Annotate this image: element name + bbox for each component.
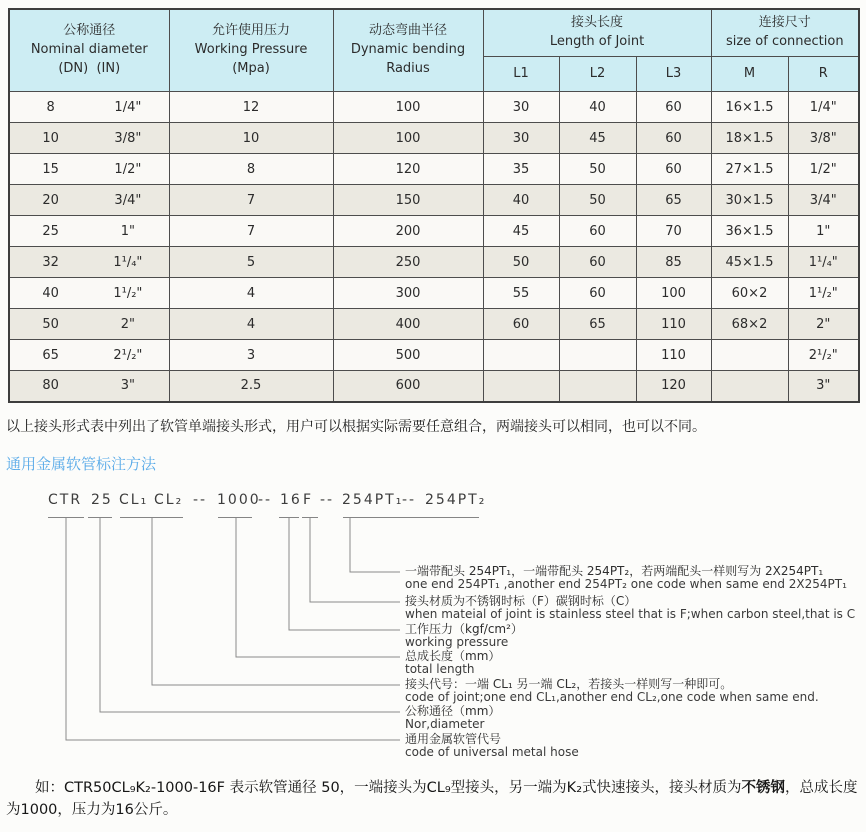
m-cell: 36×1.5: [711, 216, 788, 247]
spec-table: [8, 8, 860, 403]
table-row: [9, 154, 859, 185]
formula-part: 25: [91, 491, 113, 508]
header-radius-en: Dynamic bending: [350, 42, 466, 58]
header-bending-radius: [333, 9, 483, 92]
radius-cell: 250: [333, 247, 483, 278]
example-paragraph: [6, 777, 860, 821]
dn-in-cell: [9, 123, 169, 154]
radius-cell: 300: [333, 278, 483, 309]
example-prefix: 如：CTR50CL₉K₂-1000-16F 表示软管通径 50，一端接头为CL₉型接头，另一端为K₂式快速接头，接头材质为: [35, 779, 742, 796]
header-working-pressure: [169, 9, 333, 92]
label-en: total length: [405, 662, 475, 677]
label-zh: 工作压力（kgf/cm²）: [405, 621, 523, 636]
radius-cell: 500: [333, 340, 483, 371]
label-en: code of universal metal hose: [405, 745, 579, 760]
formula-part: F: [303, 491, 314, 508]
l1-cell: 55: [483, 278, 559, 309]
l2-cell: [559, 340, 636, 371]
table-row: [9, 340, 859, 371]
radius-cell: 100: [333, 92, 483, 123]
dn-value: 15: [42, 161, 59, 177]
l2-cell: 40: [559, 92, 636, 123]
pressure-cell: 8: [169, 154, 333, 185]
pressure-cell: 4: [169, 278, 333, 309]
m-cell: [711, 371, 788, 402]
example-suffix: ，总成长度为1000，压力为16公斤。: [6, 779, 858, 818]
header-radius-zh: 动态弯曲半径: [368, 23, 447, 39]
label-zh: 总成长度（mm）: [405, 648, 501, 663]
header-connection-en: size of connection: [725, 34, 844, 49]
l1-cell: 35: [483, 154, 559, 185]
diagram-label-group: [405, 678, 861, 705]
header-l2: L2: [559, 57, 636, 92]
label-zh: 接头代号：一端 CL₁ 另一端 CL₂，若接头一样则写一种即可。: [405, 676, 733, 691]
l1-cell: [483, 340, 559, 371]
r-cell: 3": [788, 371, 859, 402]
diagram-label-group: [405, 595, 861, 622]
radius-cell: 100: [333, 123, 483, 154]
l1-cell: [483, 371, 559, 402]
dn-in-cell: [9, 92, 169, 123]
m-cell: 68×2: [711, 309, 788, 340]
l1-cell: 50: [483, 247, 559, 278]
header-radius-sub: Radius: [386, 60, 430, 76]
table-row: [9, 247, 859, 278]
pressure-cell: 10: [169, 123, 333, 154]
label-en: working pressure: [405, 635, 509, 650]
l3-cell: 110: [636, 340, 711, 371]
dn-in-cell: [9, 247, 169, 278]
formula-part: --: [258, 491, 273, 508]
formula-part: CL₂: [154, 491, 184, 508]
formula-part: 1000: [217, 491, 261, 508]
pressure-cell: 5: [169, 247, 333, 278]
dn-value: 50: [42, 316, 59, 332]
in-value: 1": [120, 223, 135, 239]
l3-cell: 60: [636, 92, 711, 123]
m-cell: 16×1.5: [711, 92, 788, 123]
formula-part: CTR: [48, 491, 83, 508]
code-diagram: [0, 487, 866, 769]
diagram-label-group: [405, 705, 861, 732]
formula-part: CL₁: [119, 491, 149, 508]
header-joint-zh: 接头长度: [570, 15, 623, 31]
diagram-label-group: [405, 565, 861, 592]
dn-value: 65: [42, 347, 59, 363]
m-cell: 30×1.5: [711, 185, 788, 216]
header-pressure-zh: 允许使用压力: [211, 23, 290, 39]
in-value: 3/8": [114, 130, 142, 146]
l2-cell: [559, 371, 636, 402]
l1-cell: 40: [483, 185, 559, 216]
l3-cell: 85: [636, 247, 711, 278]
dn-value: 25: [42, 223, 59, 239]
dn-in-cell: [9, 216, 169, 247]
m-cell: [711, 340, 788, 371]
pressure-cell: 4: [169, 309, 333, 340]
note-paragraph: 以上接头形式表中列出了软管单端接头形式，用户可以根据实际需要任意组合，两端接头可以相同，也可以不同。: [6, 418, 706, 435]
m-cell: 18×1.5: [711, 123, 788, 154]
table-row: [9, 216, 859, 247]
l2-cell: 50: [559, 154, 636, 185]
header-connection-zh: 连接尺寸: [758, 15, 811, 31]
header-pressure-en: Working Pressure: [194, 42, 308, 58]
l1-cell: 30: [483, 92, 559, 123]
in-value: 3": [120, 378, 135, 394]
r-cell: 1¹/₄": [788, 247, 859, 278]
header-connection-size: [711, 9, 859, 57]
label-zh: 接头材质为不锈钢时标（F）碳钢时标（C）: [405, 593, 637, 608]
l1-cell: 45: [483, 216, 559, 247]
in-value: 1/4": [114, 99, 142, 115]
header-m: M: [711, 57, 788, 92]
radius-cell: 150: [333, 185, 483, 216]
header-nominal-en: Nominal diameter: [30, 42, 148, 58]
pressure-cell: 3: [169, 340, 333, 371]
l3-cell: 70: [636, 216, 711, 247]
pressure-cell: 12: [169, 92, 333, 123]
formula-part: --: [193, 491, 208, 508]
l2-cell: 45: [559, 123, 636, 154]
dn-value: 10: [42, 130, 59, 146]
dn-value: 8: [46, 99, 55, 115]
r-cell: 3/8": [788, 123, 859, 154]
label-zh: 一端带配头 254PT₁，一端带配头 254PT₂，若两端配头一样则写为 2X254PT₁: [405, 563, 824, 578]
catalog-page: [0, 8, 866, 832]
l3-cell: 65: [636, 185, 711, 216]
header-pressure-sub: (Mpa): [232, 60, 270, 76]
l3-cell: 60: [636, 123, 711, 154]
in-value: 2¹/₂": [113, 347, 143, 363]
radius-cell: 400: [333, 309, 483, 340]
r-cell: 1": [788, 216, 859, 247]
header-joint-length: [483, 9, 711, 57]
dn-in-cell: [9, 154, 169, 185]
r-cell: 2¹/₂": [788, 340, 859, 371]
pressure-cell: 7: [169, 185, 333, 216]
in-value: 1/2": [114, 161, 142, 177]
diagram-label-group: [405, 650, 861, 677]
radius-cell: 200: [333, 216, 483, 247]
r-cell: 3/4": [788, 185, 859, 216]
header-nominal-sub: (DN) (IN): [58, 60, 121, 76]
table-row: [9, 371, 859, 402]
section-title: 通用金属软管标注方法: [6, 454, 157, 473]
dn-value: 32: [42, 254, 59, 270]
table-row: [9, 185, 859, 216]
l2-cell: 65: [559, 309, 636, 340]
diagram-label-group: [405, 733, 861, 760]
l3-cell: 120: [636, 371, 711, 402]
dn-in-cell: [9, 340, 169, 371]
label-en: when mateial of joint is stainless steel that is F;when carbon steel,that is C: [405, 607, 856, 622]
table-row: [9, 278, 859, 309]
table-row: [9, 92, 859, 123]
table-row: [9, 309, 859, 340]
l2-cell: 60: [559, 278, 636, 309]
dn-in-cell: [9, 371, 169, 402]
r-cell: 1¹/₂": [788, 278, 859, 309]
label-en: Nor,diameter: [405, 717, 485, 732]
formula-part: 16: [280, 491, 302, 508]
dn-in-cell: [9, 278, 169, 309]
header-nominal-zh: 公称通径: [63, 23, 116, 39]
example-bold-term: 不锈钢: [741, 779, 786, 796]
l1-cell: 60: [483, 309, 559, 340]
m-cell: 27×1.5: [711, 154, 788, 185]
label-zh: 通用金属软管代号: [405, 731, 502, 746]
table-row: [9, 123, 859, 154]
diagram-label-group: [405, 623, 861, 650]
r-cell: 2": [788, 309, 859, 340]
formula-part: 254PT₂: [425, 491, 487, 508]
formula-part: 254PT₁: [342, 491, 404, 508]
m-cell: 60×2: [711, 278, 788, 309]
dn-value: 20: [42, 192, 59, 208]
l2-cell: 50: [559, 185, 636, 216]
formula-part: --: [320, 491, 335, 508]
in-value: 1¹/₄": [113, 254, 143, 270]
l2-cell: 60: [559, 216, 636, 247]
l1-cell: 30: [483, 123, 559, 154]
m-cell: 45×1.5: [711, 247, 788, 278]
l3-cell: 60: [636, 154, 711, 185]
l3-cell: 110: [636, 309, 711, 340]
radius-cell: 120: [333, 154, 483, 185]
formula-part: --: [402, 491, 417, 508]
r-cell: 1/2": [788, 154, 859, 185]
in-value: 1¹/₂": [113, 285, 143, 301]
header-nominal-diameter: [9, 9, 169, 92]
header-l1: L1: [483, 57, 559, 92]
header-l3: L3: [636, 57, 711, 92]
label-zh: 公称通径（mm）: [405, 703, 501, 718]
dn-in-cell: [9, 185, 169, 216]
l2-cell: 60: [559, 247, 636, 278]
in-value: 2": [120, 316, 135, 332]
dn-value: 80: [42, 378, 59, 394]
label-en: one end 254PT₁ ,another end 254PT₂ one code when same end 2X254PT₁: [405, 577, 847, 592]
dn-value: 40: [42, 285, 59, 301]
dn-in-cell: [9, 309, 169, 340]
radius-cell: 600: [333, 371, 483, 402]
l3-cell: 100: [636, 278, 711, 309]
r-cell: 1/4": [788, 92, 859, 123]
pressure-cell: 7: [169, 216, 333, 247]
label-en: code of joint;one end CL₁,another end CL₂,one code when same end.: [405, 690, 819, 705]
header-r: R: [788, 57, 859, 92]
in-value: 3/4": [114, 192, 142, 208]
pressure-cell: 2.5: [169, 371, 333, 402]
header-joint-en: Length of Joint: [549, 34, 645, 49]
